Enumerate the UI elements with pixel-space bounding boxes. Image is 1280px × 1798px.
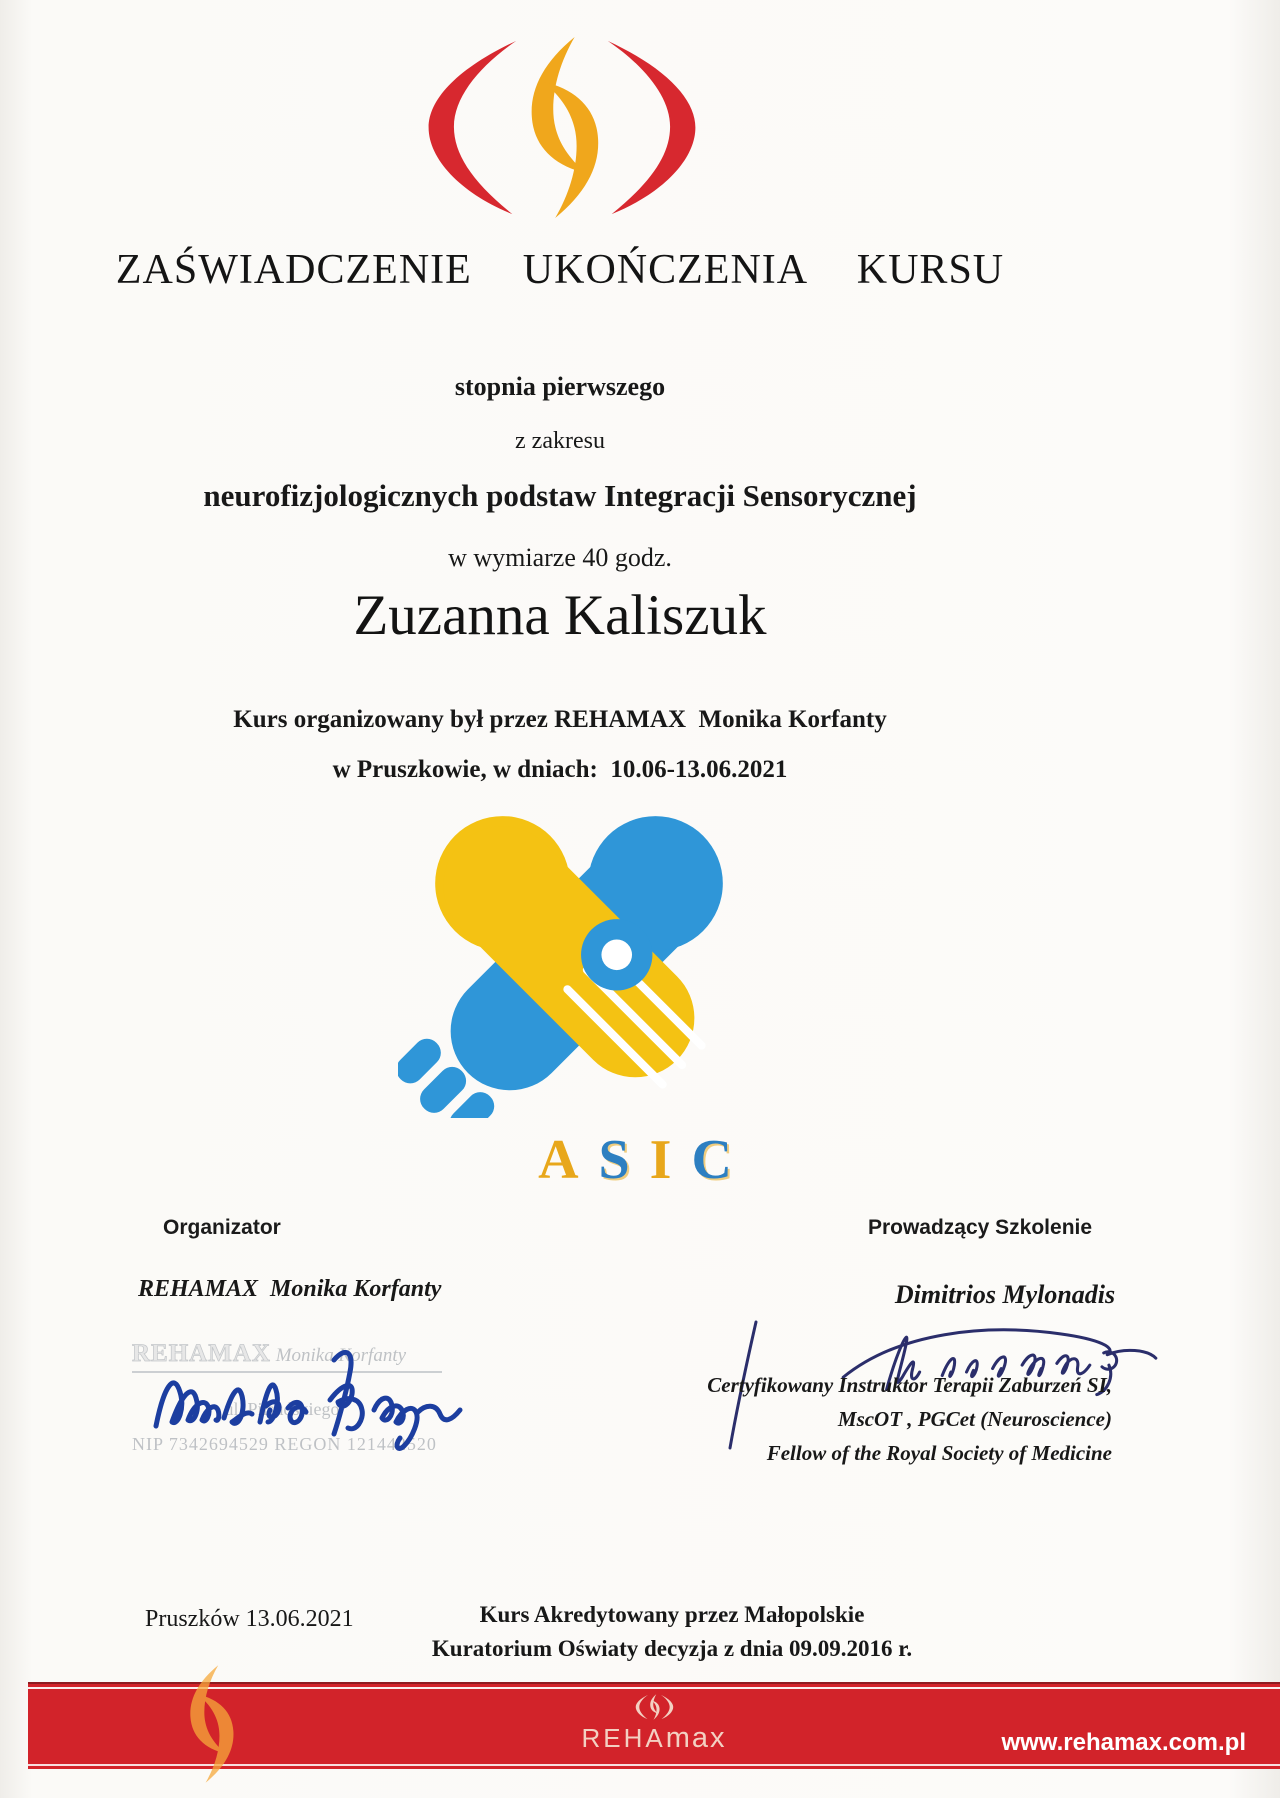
stamp-line-ids: NIP 7342694529 REGON 121442520 — [132, 1434, 437, 1454]
brand-reha: REHA — [581, 1723, 666, 1753]
asic-letter-c: C — [691, 1129, 732, 1191]
place-date: Pruszków 13.06.2021 — [145, 1606, 354, 1632]
footer-website[interactable]: www.rehamax.com.pl — [1001, 1729, 1246, 1756]
accreditation-line-1: Kurs Akredytowany przez Małopolskie — [479, 1602, 865, 1627]
course-subject: neurofizjologicznych podstaw Integracji Sensorycznej — [203, 478, 917, 513]
trainer-label: Prowadzący Szkolenie — [867, 1216, 1093, 1239]
rehamax-swirl-logo-small-icon — [632, 1694, 676, 1720]
certificate-title: ZAŚWIADCZENIE UKOŃCZENIA KURSU — [115, 247, 1005, 293]
swirl-watermark-icon — [80, 1664, 340, 1784]
footer-brand-text — [581, 1722, 726, 1755]
handwritten-signature-monika-icon — [148, 1342, 468, 1467]
asic-letter-i: I — [649, 1129, 672, 1191]
accreditation-line-2: Kuratorium Oświaty decyzja z dnia 09.09.2016 r. — [431, 1636, 913, 1661]
participant-name: Zuzanna Kaliszuk — [353, 584, 767, 647]
course-scope-intro: z zakresu — [515, 428, 605, 454]
organizer-name: REHAMAX Monika Korfanty — [138, 1276, 442, 1302]
course-organizer-line: Kurs organizowany był przez REHAMAX Monika Korfanty — [233, 706, 887, 733]
footer-brand — [581, 1694, 726, 1755]
credential-line: MscOT , PGCet (Neuroscience) — [837, 1407, 1112, 1431]
credential-line: Certyfikowany Instruktor Terapii Zaburzeń SI, — [707, 1373, 1112, 1397]
asic-wordmark — [175, 1128, 1095, 1192]
trainer-name: Dimitrios Mylonadis — [894, 1280, 1116, 1309]
organizer-label: Organizator — [163, 1216, 281, 1239]
course-level: stopnia pierwszego — [454, 372, 666, 401]
course-duration: w wymiarze 40 godz. — [448, 543, 672, 572]
accreditation-note — [322, 1598, 1022, 1666]
handshake-heart-logo-icon — [398, 812, 760, 1118]
asic-letter-a: A — [538, 1129, 579, 1191]
brand-max: max — [665, 1722, 727, 1754]
trainer-credentials — [552, 1368, 1112, 1470]
rehamax-swirl-logo-icon — [402, 35, 722, 220]
stamp-line-brand: REHAMAX Monika Korfanty — [132, 1340, 407, 1367]
stamp-line-address: ul. Piłsudskiego — [224, 1399, 340, 1419]
course-location-dates: w Pruszkowie, w dniach: 10.06-13.06.2021 — [332, 756, 788, 783]
asic-letter-s: S — [598, 1129, 630, 1191]
credential-line: Fellow of the Royal Society of Medicine — [766, 1441, 1112, 1465]
